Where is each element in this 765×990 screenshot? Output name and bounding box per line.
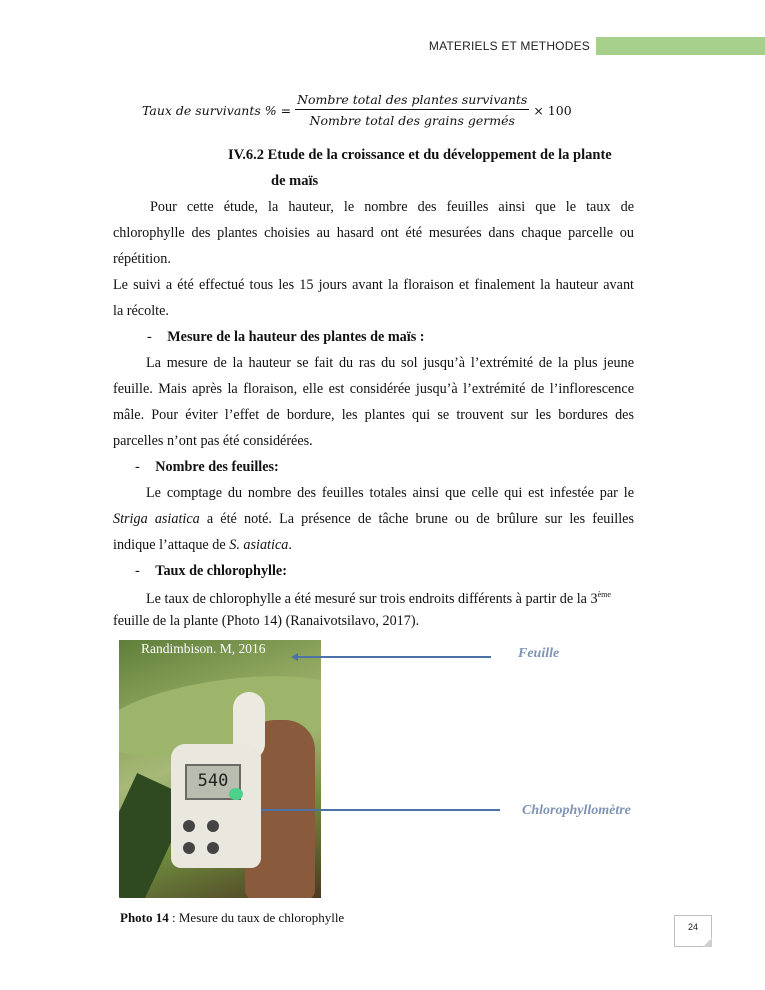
- meter-display: 540: [185, 764, 241, 800]
- subheading-chlorophylle: [135, 558, 535, 584]
- formula-denominator: Nombre total des grains germés: [309, 113, 515, 128]
- meter-button: [183, 842, 195, 854]
- formula-numerator: Nombre total des plantes survivants: [295, 92, 529, 110]
- species-name: Striga asiatica: [113, 511, 200, 527]
- photo-caption: [120, 910, 344, 926]
- feuilles-line3-end: .: [288, 537, 292, 553]
- feuilles-line2-text: a été noté. La présence de tâche brune ou de brûlure sur les feuilles: [199, 511, 634, 527]
- page-number: 24: [687, 922, 698, 932]
- formula-fraction: [295, 92, 529, 128]
- meter-button: [183, 820, 195, 832]
- chlorophylle-line2: feuille de la plante (Photo 14) (Ranaivotsilavo, 2017).: [113, 613, 420, 629]
- subheading-chlorophylle-title: Taux de chlorophylle:: [155, 563, 287, 579]
- meter-label: Chlorophyllomètre: [522, 803, 631, 818]
- bullet-dash: -: [135, 563, 140, 579]
- leaf-arrow-line: [296, 656, 491, 658]
- caption-text: : Mesure du taux de chlorophylle: [168, 910, 345, 925]
- feuilles-line3: [113, 532, 634, 558]
- intro-line2: chlorophylle des plantes choisies au hasard ont été mesurées dans chaque parcelle ou: [113, 225, 634, 241]
- intro-line3: répétition.: [113, 251, 171, 267]
- meter-button: [207, 820, 219, 832]
- hauteur-line1: La mesure de la hauteur se fait du ras du sol jusqu’à l’extrémité de la plus jeune: [146, 355, 634, 371]
- header-title: MATERIELS ET METHODES: [428, 39, 590, 53]
- meter-arrow-line: [262, 809, 500, 811]
- chlorophyll-meter-photo: [119, 640, 321, 898]
- subheading-feuilles: [135, 454, 535, 480]
- photo-credit: Randimbison. M, 2016: [141, 641, 266, 656]
- page-header: [0, 37, 765, 55]
- chlorophylle-line1-text: Le taux de chlorophylle a été mesuré sur trois endroits différents à partir de la 3: [146, 591, 598, 607]
- leaf-label: Feuille: [518, 646, 560, 661]
- subheading-feuilles-title: Nombre des feuilles:: [155, 459, 279, 475]
- caption-label: Photo 14: [120, 910, 169, 925]
- bullet-dash: -: [147, 329, 152, 345]
- intro-line1: Pour cette étude, la hauteur, le nombre des feuilles ainsi que le taux de: [150, 199, 634, 215]
- species-abbrev: S. asiatica: [229, 537, 289, 553]
- formula-lhs: Taux de survivants % =: [142, 102, 292, 118]
- section-title-line1: Etude de la croissance et du développement de la plante: [267, 147, 612, 163]
- subheading-hauteur: [147, 324, 547, 350]
- suivi-line1: Le suivi a été effectué tous les 15 jours avant la floraison et finalement la hauteur avant: [113, 277, 634, 293]
- ordinal-superscript: ème: [597, 590, 611, 599]
- feuilles-line1: Le comptage du nombre des feuilles totales ainsi que celle qui est infestée par le: [146, 485, 634, 501]
- bullet-dash: -: [135, 459, 140, 475]
- feuilles-line3-start: indique l’attaque de: [113, 537, 230, 553]
- meter-green-button: [229, 788, 243, 800]
- section-number: IV.6.2: [228, 147, 264, 163]
- section-heading: [228, 142, 648, 168]
- section-title-line2: de maïs: [271, 173, 319, 189]
- header-accent-bar: [596, 37, 765, 55]
- survival-rate-formula: [142, 88, 572, 132]
- page-number-box: [674, 915, 712, 947]
- hauteur-line3: mâle. Pour éviter l’effet de bordure, les plantes qui se trouvent sur les bordures des: [113, 407, 634, 423]
- hauteur-line4: parcelles n’ont pas été considérées.: [113, 433, 313, 449]
- suivi-line2: la récolte.: [113, 303, 169, 319]
- page-fold-corner: [703, 938, 712, 947]
- subheading-hauteur-title: Mesure de la hauteur des plantes de maïs :: [167, 329, 425, 345]
- formula-rhs: × 100: [533, 102, 572, 118]
- meter-button: [207, 842, 219, 854]
- feuilles-line2: [113, 506, 634, 532]
- hauteur-line2: feuille. Mais après la floraison, elle est considérée jusqu’à l’extrémité de l’inflorescence: [113, 381, 634, 397]
